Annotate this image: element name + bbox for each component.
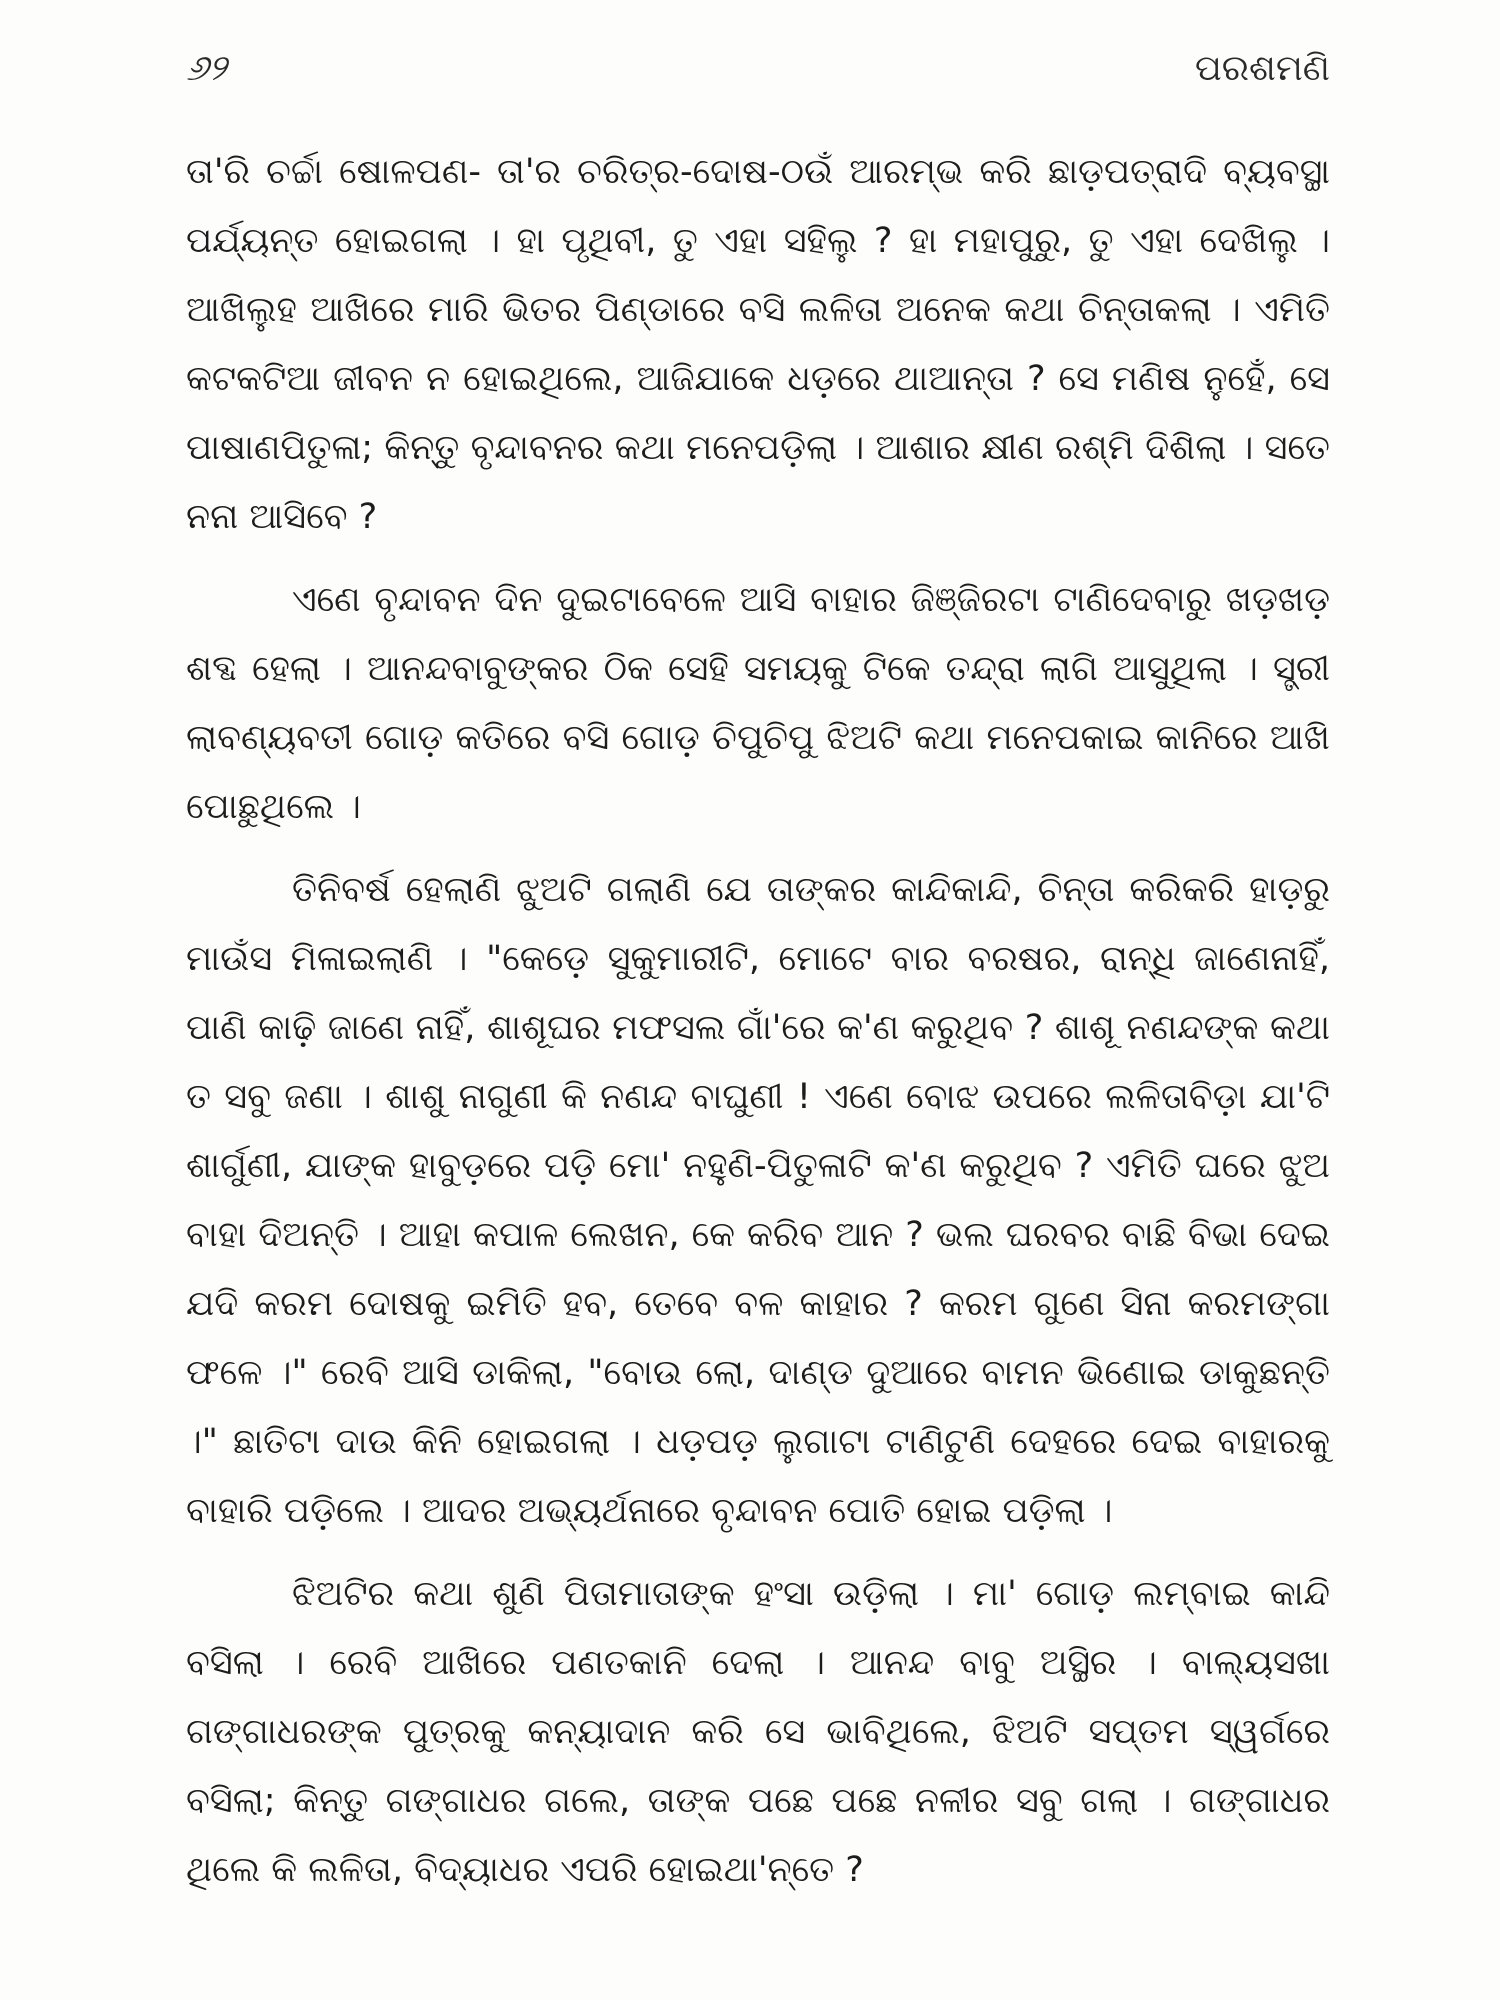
paragraph: ଝିଅଟିର କଥା ଶୁଣି ପିତାମାତାଙ୍କ ହଂସା ଉଡ଼ିଲା । ମା' ଗୋଡ଼ ଲମ୍ବାଇ କାନ୍ଦି ବସିଲା । ରେବି ଆଖିରେ ପଣତକାନି ଦେଲା । ଆନନ୍ଦ ବାବୁ ଅସ୍ଥିର । ବାଲ୍ୟସଖା ଗଙ୍ଗାଧରଙ୍କ ପୁତ୍ରକୁ କନ୍ୟାଦାନ କରି ସେ ଭାବିଥିଲେ, ଝିଅଟି ସପ୍ତମ ସ୍ୱର୍ଗରେ ବସିଲା; କିନ୍ତୁ ଗଙ୍ଗାଧର ଗଲେ, ତାଙ୍କ ପଛେ ପଛେ ନଳୀର ସବୁ ଗଲା । ଗଙ୍ଗାଧର ଥିଲେ କି ଲଳିତା, ବିଦ୍ୟାଧର ଏପରି ହୋଇଥା'ନ୍ତେ ? — [186, 1574, 1330, 1890]
page-number: ୬୨ — [186, 48, 227, 89]
paragraph: ତା'ରି ଚର୍ଚ୍ଚା ଷୋଳପଣ- ତା'ର ଚରିତ୍ର-ଦୋଷ-ଠଉଁ ଆରମ୍ଭ କରି ଛାଡ଼ପତ୍ରାଦି ବ୍ୟବସ୍ଥା ପର୍ଯ୍ୟନ୍ତ ହୋଇଗଲା । ହା ପୃଥିବୀ, ତୁ ଏହା ସହିଲୁ ? ହା ମହାପୁରୁ, ତୁ ଏହା ଦେଖିଲୁ । ଆଖିଲୁହ ଆଖିରେ ମାରି ଭିତର ପିଣ୍ଡାରେ ବସି ଲଳିତା ଅନେକ କଥା ଚିନ୍ତାକଲା । ଏମିତି କଟକଟିଆ ଜୀବନ ନ ହୋଇଥିଲେ, ଆଜିଯାକେ ଧଡ଼ରେ ଥାଆନ୍ତା ? ସେ ମଣିଷ ନୁହେଁ, ସେ ପାଷାଣପିତୁଳା; କିନ୍ତୁ ବୃନ୍ଦାବନର କଥା ମନେପଡ଼ିଲା । ଆଶାର କ୍ଷୀଣ ରଶ୍ମି ଦିଶିଲା । ସତେ ନନା ଆସିବେ ? — [186, 152, 1330, 537]
running-title: ପରଶମଣି — [1194, 48, 1330, 89]
paragraph: ତିନିବର୍ଷ ହେଲାଣି ଝୁଅଟି ଗଲାଣି ଯେ ତାଙ୍କର କାନ୍ଦିକାନ୍ଦି, ଚିନ୍ତା କରିକରି ହାଡ଼ରୁ ମାଉଁସ ମିଳାଇଲାଣି । "କେଡ଼େ ସୁକୁମାରୀଟି, ମୋଟେ ବାର ବରଷର, ରାନ୍ଧି ଜାଣେନାହିଁ, ପାଣି କାଢ଼ି ଜାଣେ ନାହିଁ, ଶାଶୂଘର ମଫସଲ ଗାଁ'ରେ କ'ଣ କରୁଥିବ ? ଶାଶୂ ନଣନ୍ଦଙ୍କ କଥା ତ ସବୁ ଜଣା । ଶାଶୁ ନାଗୁଣୀ କି ନଣନ୍ଦ ବାଘୁଣୀ ! ଏଣେ ବୋଝ ଉପରେ ଲଳିତାବିଡ଼ା ଯା'ଟି ଶାର୍ଗୁଣୀ, ଯାଙ୍କ ହାବୁଡ଼ରେ ପଡ଼ି ମୋ' ନହୁଣି-ପିତୁଳାଟି କ'ଣ କରୁଥିବ ? ଏମିତି ଘରେ ଝୁଅ ବାହା ଦିଅନ୍ତି । ଆହା କପାଳ ଲେଖନ, କେ କରିବ ଆନ ? ଭଲ ଘରବର ବାଛି ବିଭା ଦେଇ ଯଦି କରମ ଦୋଷକୁ ଇମିତି ହବ, ତେବେ ବଳ କାହାର ? କରମ ଗୁଣେ ସିନା କରମଙ୍ଗା ଫଳେ ।" ରେବି ଆସି ଡାକିଲା, "ବୋଉ ଲୋ, ଦାଣ୍ଡ ଦୁଆରେ ବାମନ ଭିଣୋଇ ଡାକୁଛନ୍ତି ।" ଛାତିଟା ଦାଉ କିନି ହୋଇଗଲା । ଧଡ଼ପଡ଼ ଲୁଗାଟା ଟାଣିଟୁଣି ଦେହରେ ଦେଇ ବାହାରକୁ ବାହାରି ପଡ଼ିଲେ । ଆଦର ଅଭ୍ୟର୍ଥନାରେ ବୃନ୍ଦାବନ ପୋତି ହୋଇ ପଡ଼ିଲା । — [186, 870, 1330, 1531]
body-text — [186, 138, 1330, 1919]
page-header — [186, 48, 1330, 108]
paragraph: ଏଣେ ବୃନ୍ଦାବନ ଦିନ ଦୁଇଟାବେଳେ ଆସି ବାହାର ଜିଞ୍ଜିରଟା ଟାଣିଦେବାରୁ ଖଡ଼ଖଡ଼ ଶବ୍ଦ ହେଲା । ଆନନ୍ଦବାବୁଙ୍କର ଠିକ ସେହି ସମୟକୁ ଟିକେ ତନ୍ଦ୍ରା ଲାଗି ଆସୁଥିଲା । ସ୍ତ୍ରୀ ଲାବଣ୍ୟବତୀ ଗୋଡ଼ କତିରେ ବସି ଗୋଡ଼ ଚିପୁଚିପୁ ଝିଅଟି କଥା ମନେପକାଇ କାନିରେ ଆଖି ପୋଛୁଥିଲେ । — [186, 580, 1330, 827]
